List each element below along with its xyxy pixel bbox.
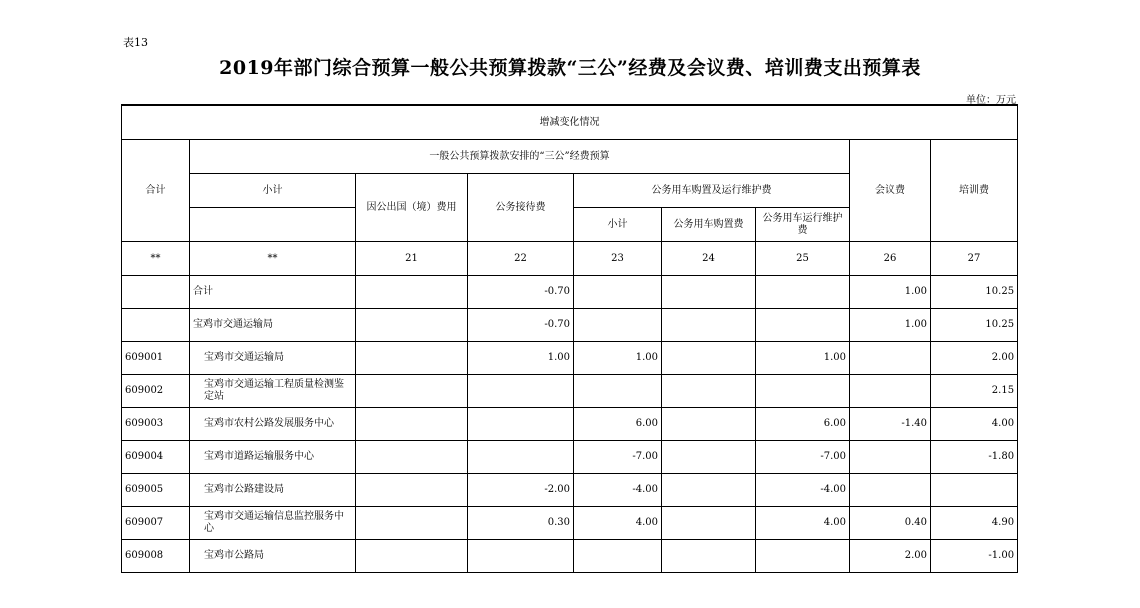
vehicle-operation-cell: 4.00 — [756, 507, 850, 540]
header-abroad: 因公出国（境）费用 — [356, 174, 468, 242]
vehicle-operation-cell — [756, 276, 850, 309]
reception-cost-cell: -2.00 — [468, 474, 574, 507]
reception-cost-cell — [468, 408, 574, 441]
header-reception: 公务接待费 — [468, 174, 574, 242]
unit-name-cell: 合计 — [190, 276, 356, 309]
index-cell: 27 — [931, 242, 1018, 276]
abroad-cost-cell — [356, 342, 468, 375]
index-cell: 23 — [574, 242, 662, 276]
header-training: 培训费 — [931, 140, 1018, 242]
abroad-cost-cell — [356, 540, 468, 573]
conference-cost-cell — [850, 441, 931, 474]
training-cost-cell: 10.25 — [931, 276, 1018, 309]
training-cost-cell: 2.15 — [931, 375, 1018, 408]
vehicle-operation-cell: 1.00 — [756, 342, 850, 375]
unit-name-cell: 宝鸡市交通运输信息监控服务中心 — [190, 507, 356, 540]
unit-name-cell: 宝鸡市道路运输服务中心 — [190, 441, 356, 474]
header-change-situation: 增减变化情况 — [122, 105, 1018, 140]
header-subtotal-blank — [190, 208, 356, 242]
conference-cost-cell: 2.00 — [850, 540, 931, 573]
unit-name-cell: 宝鸡市交通运输局 — [190, 342, 356, 375]
unit-name-cell: 宝鸡市农村公路发展服务中心 — [190, 408, 356, 441]
index-cell: 24 — [662, 242, 756, 276]
table-row — [122, 375, 1018, 408]
header-vehicle-subtotal: 小计 — [574, 208, 662, 242]
unit-code-cell: 609004 — [122, 441, 190, 474]
vehicle-subtotal-cell — [574, 309, 662, 342]
reception-cost-cell: -0.70 — [468, 309, 574, 342]
index-row — [122, 242, 1018, 276]
header-total: 合计 — [122, 140, 190, 242]
vehicle-subtotal-cell: -7.00 — [574, 441, 662, 474]
conference-cost-cell: 1.00 — [850, 276, 931, 309]
vehicle-subtotal-cell — [574, 276, 662, 309]
index-cell: 21 — [356, 242, 468, 276]
conference-cost-cell — [850, 474, 931, 507]
table-row — [122, 507, 1018, 540]
vehicle-purchase-cell — [662, 540, 756, 573]
table-row — [122, 474, 1018, 507]
unit-code-cell — [122, 276, 190, 309]
vehicle-purchase-cell — [662, 474, 756, 507]
unit-label: 单位：万元 — [966, 95, 1016, 106]
budget-table — [121, 104, 1018, 573]
unit-code-cell: 609007 — [122, 507, 190, 540]
table-row — [122, 540, 1018, 573]
header-general-budget: 一般公共预算拨款安排的“三公”经费预算 — [190, 140, 850, 174]
vehicle-operation-cell — [756, 540, 850, 573]
training-cost-cell: 10.25 — [931, 309, 1018, 342]
training-cost-cell — [931, 474, 1018, 507]
unit-code-cell: 609003 — [122, 408, 190, 441]
table-row — [122, 441, 1018, 474]
abroad-cost-cell — [356, 474, 468, 507]
header-vehicle: 公务用车购置及运行维护费 — [574, 174, 850, 208]
unit-code-cell: 609001 — [122, 342, 190, 375]
vehicle-purchase-cell — [662, 276, 756, 309]
vehicle-subtotal-cell — [574, 540, 662, 573]
header-vehicle-operation: 公务用车运行维护费 — [756, 208, 850, 242]
unit-code-cell — [122, 309, 190, 342]
abroad-cost-cell — [356, 441, 468, 474]
vehicle-operation-cell — [756, 375, 850, 408]
vehicle-purchase-cell — [662, 375, 756, 408]
reception-cost-cell: 0.30 — [468, 507, 574, 540]
unit-code-cell: 609008 — [122, 540, 190, 573]
index-cell: 25 — [756, 242, 850, 276]
vehicle-purchase-cell — [662, 441, 756, 474]
vehicle-subtotal-cell — [574, 375, 662, 408]
unit-name-cell: 宝鸡市公路建设局 — [190, 474, 356, 507]
unit-code-cell: 609002 — [122, 375, 190, 408]
abroad-cost-cell — [356, 507, 468, 540]
conference-cost-cell: 1.00 — [850, 309, 931, 342]
unit-name-cell: 宝鸡市公路局 — [190, 540, 356, 573]
vehicle-purchase-cell — [662, 507, 756, 540]
abroad-cost-cell — [356, 276, 468, 309]
index-cell: ** — [190, 242, 356, 276]
index-cell: 26 — [850, 242, 931, 276]
abroad-cost-cell — [356, 309, 468, 342]
training-cost-cell: 4.90 — [931, 507, 1018, 540]
data-section — [122, 276, 1018, 573]
index-cell: ** — [122, 242, 190, 276]
unit-name-cell: 宝鸡市交通运输工程质量检测鉴定站 — [190, 375, 356, 408]
table-number: 表13 — [123, 36, 148, 49]
vehicle-purchase-cell — [662, 342, 756, 375]
header-subtotal: 小计 — [190, 174, 356, 208]
abroad-cost-cell — [356, 408, 468, 441]
vehicle-purchase-cell — [662, 309, 756, 342]
table-row — [122, 276, 1018, 309]
vehicle-operation-cell: -7.00 — [756, 441, 850, 474]
index-cell: 22 — [468, 242, 574, 276]
header-vehicle-purchase: 公务用车购置费 — [662, 208, 756, 242]
unit-name-cell: 宝鸡市交通运输局 — [190, 309, 356, 342]
reception-cost-cell — [468, 540, 574, 573]
page-title: 2019年部门综合预算一般公共预算拨款“三公”经费及会议费、培训费支出预算表 — [219, 57, 921, 79]
vehicle-operation-cell — [756, 309, 850, 342]
vehicle-subtotal-cell: 4.00 — [574, 507, 662, 540]
vehicle-purchase-cell — [662, 408, 756, 441]
vehicle-subtotal-cell: 1.00 — [574, 342, 662, 375]
conference-cost-cell: 0.40 — [850, 507, 931, 540]
vehicle-subtotal-cell: 6.00 — [574, 408, 662, 441]
vehicle-operation-cell: -4.00 — [756, 474, 850, 507]
abroad-cost-cell — [356, 375, 468, 408]
conference-cost-cell — [850, 375, 931, 408]
vehicle-operation-cell: 6.00 — [756, 408, 850, 441]
training-cost-cell: 2.00 — [931, 342, 1018, 375]
conference-cost-cell — [850, 342, 931, 375]
training-cost-cell: -1.80 — [931, 441, 1018, 474]
training-cost-cell: 4.00 — [931, 408, 1018, 441]
header-section — [122, 105, 1018, 276]
reception-cost-cell — [468, 441, 574, 474]
table-row — [122, 408, 1018, 441]
table-row — [122, 342, 1018, 375]
header-conference: 会议费 — [850, 140, 931, 242]
table-row — [122, 309, 1018, 342]
vehicle-subtotal-cell: -4.00 — [574, 474, 662, 507]
reception-cost-cell — [468, 375, 574, 408]
conference-cost-cell: -1.40 — [850, 408, 931, 441]
training-cost-cell: -1.00 — [931, 540, 1018, 573]
reception-cost-cell: 1.00 — [468, 342, 574, 375]
reception-cost-cell: -0.70 — [468, 276, 574, 309]
unit-code-cell: 609005 — [122, 474, 190, 507]
